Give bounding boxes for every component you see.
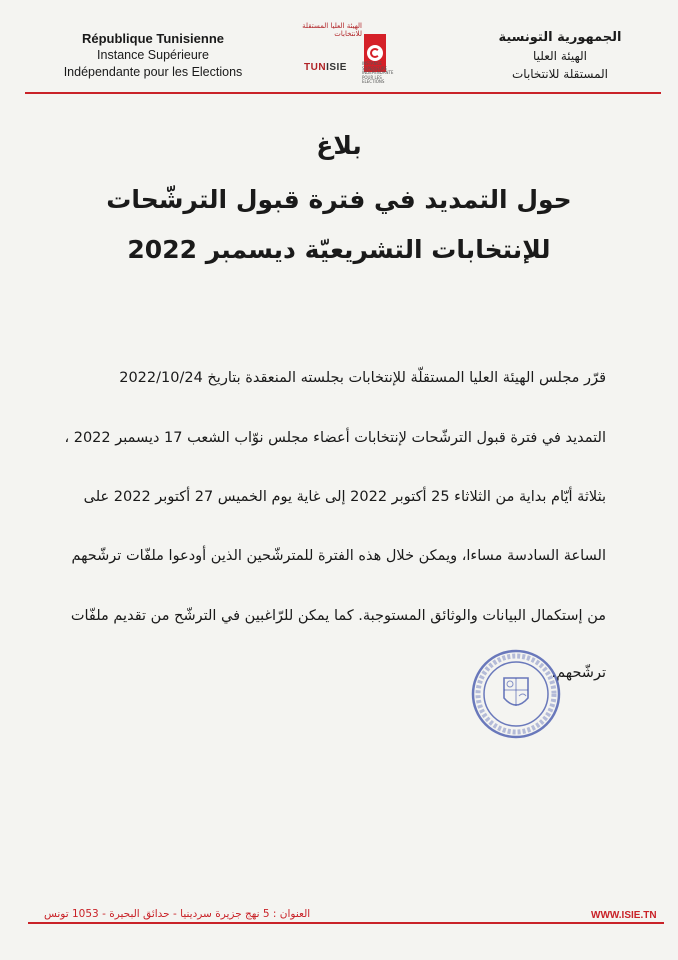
logo-name-red: TUN — [304, 62, 327, 73]
body-line5: من إستكمال البيانات والوثائق المستوجبة. كما يمكن للرّاغبين في الترشّح من تقديم ملفّات — [70, 608, 606, 624]
header-arabic-line2: الهيئة العليا — [532, 49, 588, 63]
body-line3: بثلاثة أيّام بداية من الثلاثاء 25 أكتوبر 2022 إلى غاية يوم الخميس 27 أكتوبر 2022 على — [83, 489, 606, 505]
header-arabic — [460, 28, 660, 83]
logo-name-dark: ISIE — [326, 62, 347, 73]
isie-logo — [300, 22, 400, 84]
body-line2: التمديد في فترة قبول الترشّحات لإنتخابات أعضاء مجلس نوّاب الشعب 17 ديسمبر 2022 ، — [64, 430, 606, 446]
logo-small-text: INSTANCE SUPERIEURE INDEPENDANTE POUR LES ELECTIONS — [362, 61, 394, 84]
body-line4: الساعة السادسة مساءا، ويمكن خلال هذه الفترة للمترشّحين الذين أودعوا ملفّات ترشّحهم — [71, 548, 606, 564]
official-stamp-icon — [470, 648, 562, 740]
title-line2: حول التمديد في فترة قبول الترشّحات — [106, 185, 572, 214]
header-arabic-line3: المستقلة للانتخابات — [511, 67, 609, 81]
header-arabic-line1: الجمهورية التونسية — [498, 30, 622, 45]
footer-divider — [28, 922, 664, 924]
announcement-title — [0, 128, 678, 268]
body-line6: ترشّحهم. — [551, 665, 606, 681]
header-french-line2: Instance Supérieure — [97, 48, 209, 62]
header-divider — [25, 92, 661, 94]
header-french-line1: République Tunisienne — [81, 31, 225, 46]
footer-address: العنوان : 5 نهج جزيرة سردينيا - حدائق البحيرة - 1053 تونس — [40, 908, 314, 920]
logo-arabic-text: الهيئة العليا المستقلة للانتخابات — [302, 22, 362, 38]
header-french-line3: Indépendante pour les Elections — [63, 65, 243, 79]
title-line1: بلاغ — [316, 131, 362, 160]
title-line3: للإنتخابات التشريعيّة ديسمبر 2022 — [127, 235, 551, 264]
footer-website-link[interactable]: WWW.ISIE.TN — [588, 910, 660, 921]
header-french — [38, 30, 268, 81]
logo-name — [304, 62, 347, 73]
body-line1: قرّر مجلس الهيئة العليا المستقلّة للإنتخابات بجلسته المنعقدة بتاريخ 2022/10/24 — [119, 370, 606, 386]
